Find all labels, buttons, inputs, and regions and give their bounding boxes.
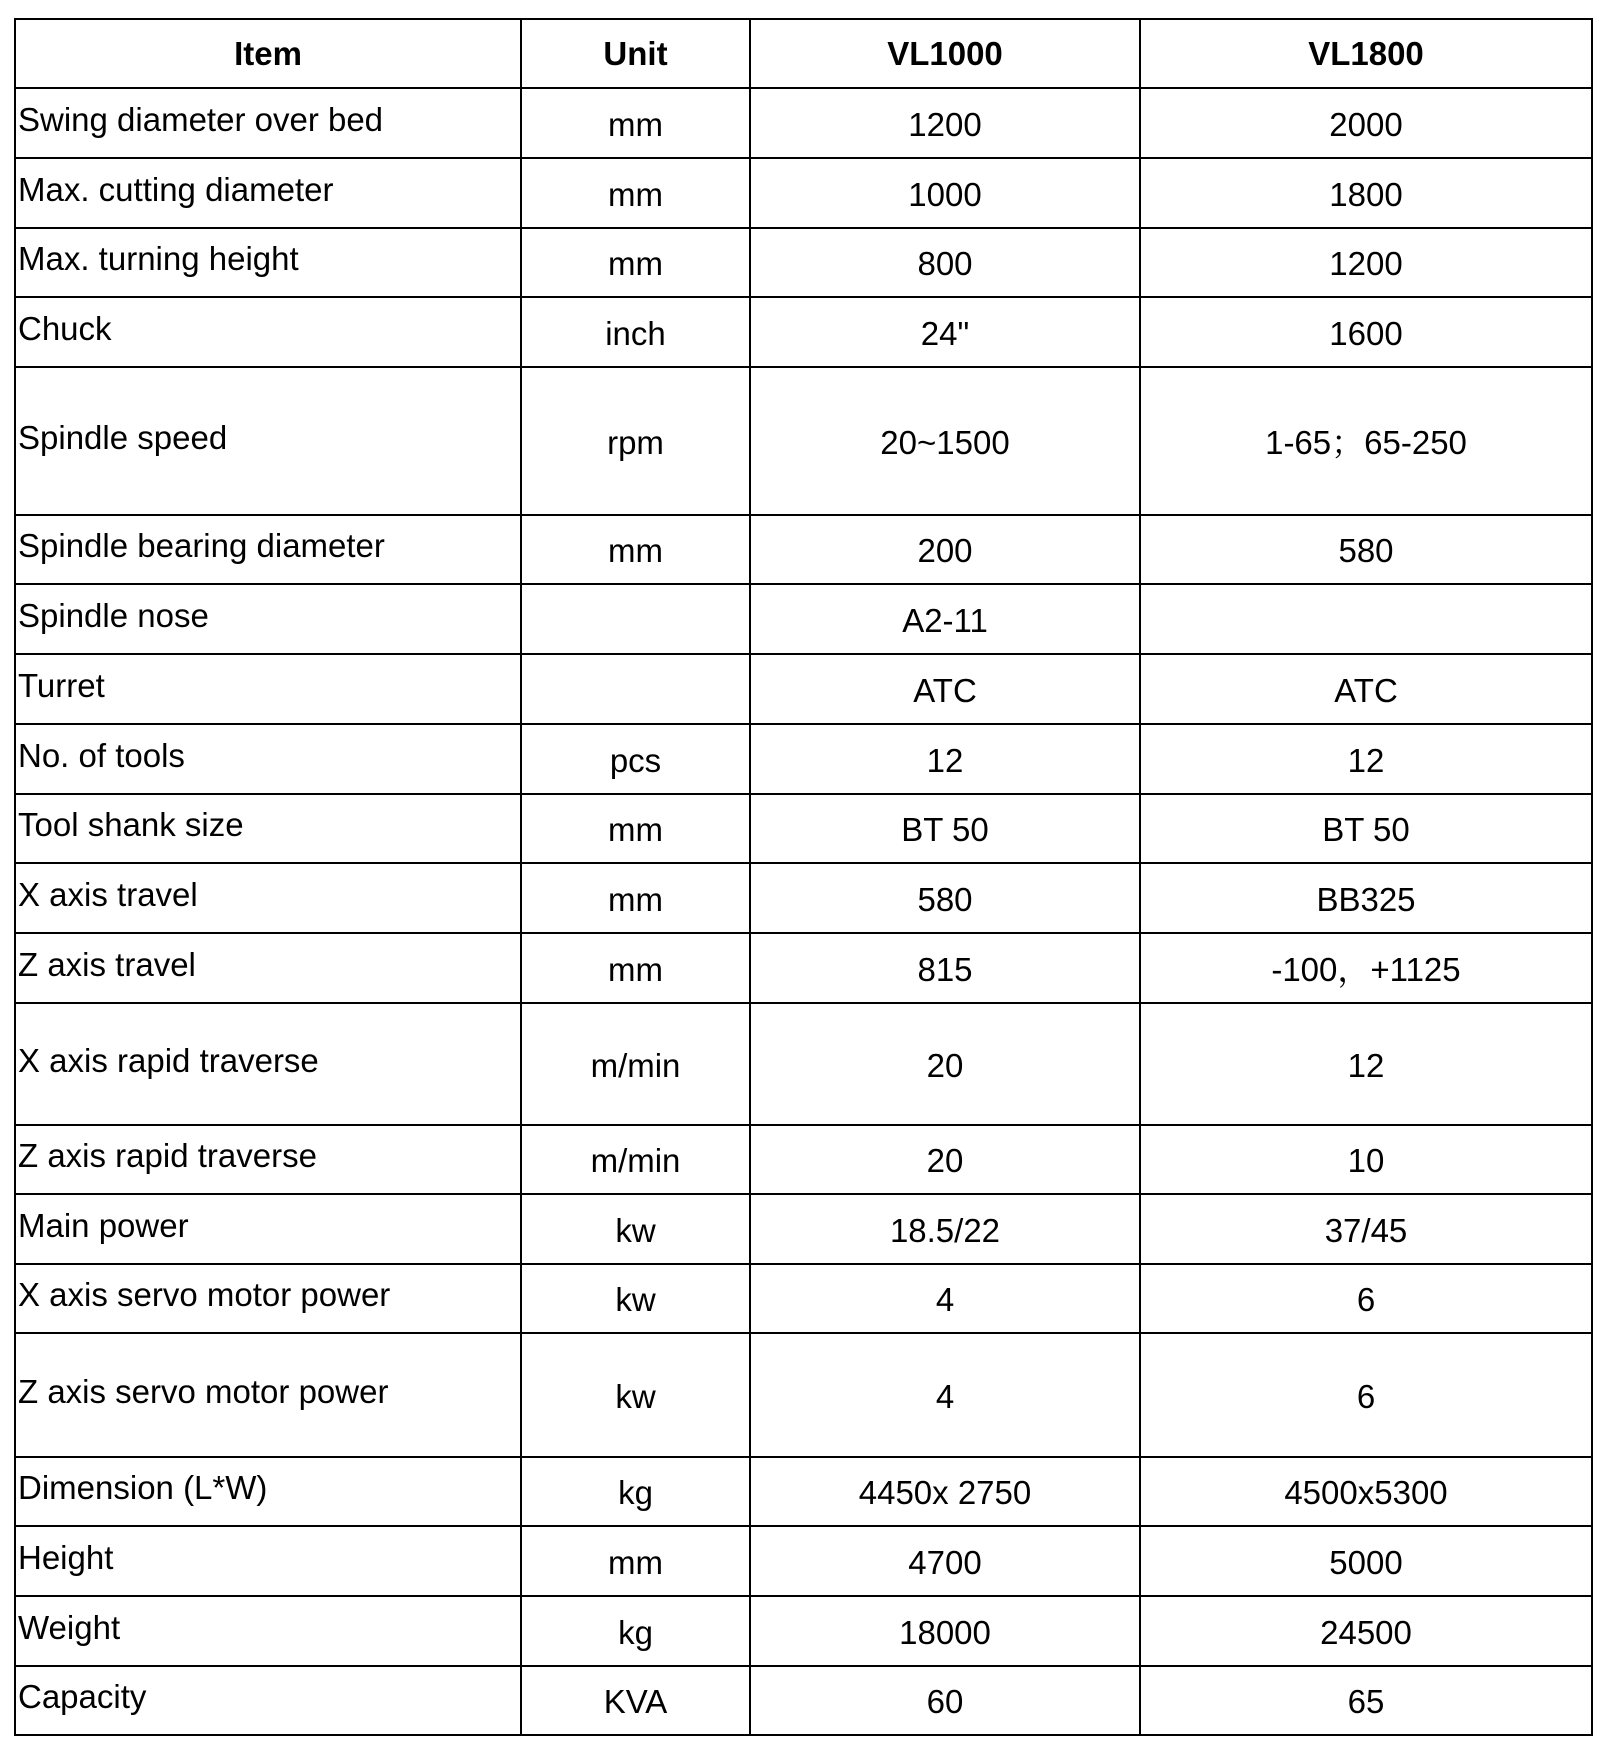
item-cell: X axis rapid traverse [15,1003,521,1125]
vl1800-cell: 1-65；65-250 [1140,367,1592,515]
item-cell: Tool shank size [15,794,521,863]
unit-cell: mm [521,88,750,158]
vl1800-cell: 1800 [1140,158,1592,228]
header-row [15,19,1592,88]
table-row [15,515,1592,584]
table-row [15,1333,1592,1457]
vl1800-cell: 4500x5300 [1140,1457,1592,1526]
vl1800-cell: 24500 [1140,1596,1592,1666]
vl1000-cell: 18.5/22 [750,1194,1140,1264]
table-row [15,297,1592,367]
table-row [15,654,1592,724]
item-cell: Z axis servo motor power [15,1333,521,1457]
item-cell: Swing diameter over bed [15,88,521,158]
unit-cell: KVA [521,1666,750,1735]
table-row [15,88,1592,158]
vl1800-cell: 37/45 [1140,1194,1592,1264]
vl1000-cell: 20 [750,1125,1140,1194]
table-row [15,1596,1592,1666]
vl1800-cell: 580 [1140,515,1592,584]
table-row [15,584,1592,654]
vl1000-cell: 580 [750,863,1140,933]
table-row [15,1457,1592,1526]
unit-cell: rpm [521,367,750,515]
item-cell: Spindle nose [15,584,521,654]
table-row [15,1125,1592,1194]
vl1800-cell: 12 [1140,724,1592,794]
item-cell: Spindle speed [15,367,521,515]
vl1800-cell: 1200 [1140,228,1592,297]
vl1000-cell: 12 [750,724,1140,794]
vl1800-cell: 10 [1140,1125,1592,1194]
header-vl1000: VL1000 [750,19,1140,88]
vl1800-cell: 2000 [1140,88,1592,158]
vl1800-cell: ATC [1140,654,1592,724]
unit-cell: mm [521,863,750,933]
table-row [15,228,1592,297]
unit-cell: mm [521,1526,750,1596]
vl1000-cell: 4450x 2750 [750,1457,1140,1526]
unit-cell: mm [521,933,750,1003]
table-row [15,1194,1592,1264]
vl1800-cell: 5000 [1140,1526,1592,1596]
item-cell: X axis servo motor power [15,1264,521,1333]
vl1000-cell: 20 [750,1003,1140,1125]
item-cell: No. of tools [15,724,521,794]
item-cell: Z axis rapid traverse [15,1125,521,1194]
item-cell: Weight [15,1596,521,1666]
vl1000-cell: ATC [750,654,1140,724]
unit-cell: mm [521,228,750,297]
unit-cell: kw [521,1264,750,1333]
vl1000-cell: 20~1500 [750,367,1140,515]
unit-cell: m/min [521,1003,750,1125]
item-cell: Turret [15,654,521,724]
table-row [15,158,1592,228]
unit-cell: pcs [521,724,750,794]
vl1000-cell: 815 [750,933,1140,1003]
table-row [15,1003,1592,1125]
header-item: Item [15,19,521,88]
item-cell: Chuck [15,297,521,367]
vl1800-cell: 1600 [1140,297,1592,367]
item-cell: Max. cutting diameter [15,158,521,228]
unit-cell: kw [521,1194,750,1264]
vl1000-cell: BT 50 [750,794,1140,863]
item-cell: Capacity [15,1666,521,1735]
unit-cell: inch [521,297,750,367]
header-vl1800: VL1800 [1140,19,1592,88]
unit-cell: kg [521,1457,750,1526]
vl1000-cell: 60 [750,1666,1140,1735]
vl1800-cell: BT 50 [1140,794,1592,863]
table-row [15,367,1592,515]
item-cell: Height [15,1526,521,1596]
table-row [15,1666,1592,1735]
unit-cell [521,654,750,724]
unit-cell: mm [521,515,750,584]
table-row [15,933,1592,1003]
unit-cell: kg [521,1596,750,1666]
vl1800-cell: 6 [1140,1264,1592,1333]
item-cell: Spindle bearing diameter [15,515,521,584]
vl1000-cell: 1200 [750,88,1140,158]
vl1000-cell: 4700 [750,1526,1140,1596]
table-row [15,1264,1592,1333]
vl1000-cell: 800 [750,228,1140,297]
item-cell: Z axis travel [15,933,521,1003]
unit-cell: mm [521,158,750,228]
vl1800-cell: 12 [1140,1003,1592,1125]
vl1800-cell: 65 [1140,1666,1592,1735]
unit-cell: kw [521,1333,750,1457]
unit-cell [521,584,750,654]
spec-table [14,18,1593,1736]
table-row [15,863,1592,933]
vl1000-cell: 200 [750,515,1140,584]
unit-cell: m/min [521,1125,750,1194]
vl1000-cell: 4 [750,1264,1140,1333]
table-row [15,1526,1592,1596]
unit-cell: mm [521,794,750,863]
vl1000-cell: A2-11 [750,584,1140,654]
item-cell: X axis travel [15,863,521,933]
table-row [15,794,1592,863]
vl1000-cell: 18000 [750,1596,1140,1666]
item-cell: Max. turning height [15,228,521,297]
vl1000-cell: 1000 [750,158,1140,228]
header-unit: Unit [521,19,750,88]
table-row [15,724,1592,794]
vl1800-cell [1140,584,1592,654]
vl1800-cell: -100，+1125 [1140,933,1592,1003]
vl1800-cell: 6 [1140,1333,1592,1457]
vl1000-cell: 24" [750,297,1140,367]
item-cell: Main power [15,1194,521,1264]
vl1000-cell: 4 [750,1333,1140,1457]
item-cell: Dimension (L*W) [15,1457,521,1526]
vl1800-cell: BB325 [1140,863,1592,933]
